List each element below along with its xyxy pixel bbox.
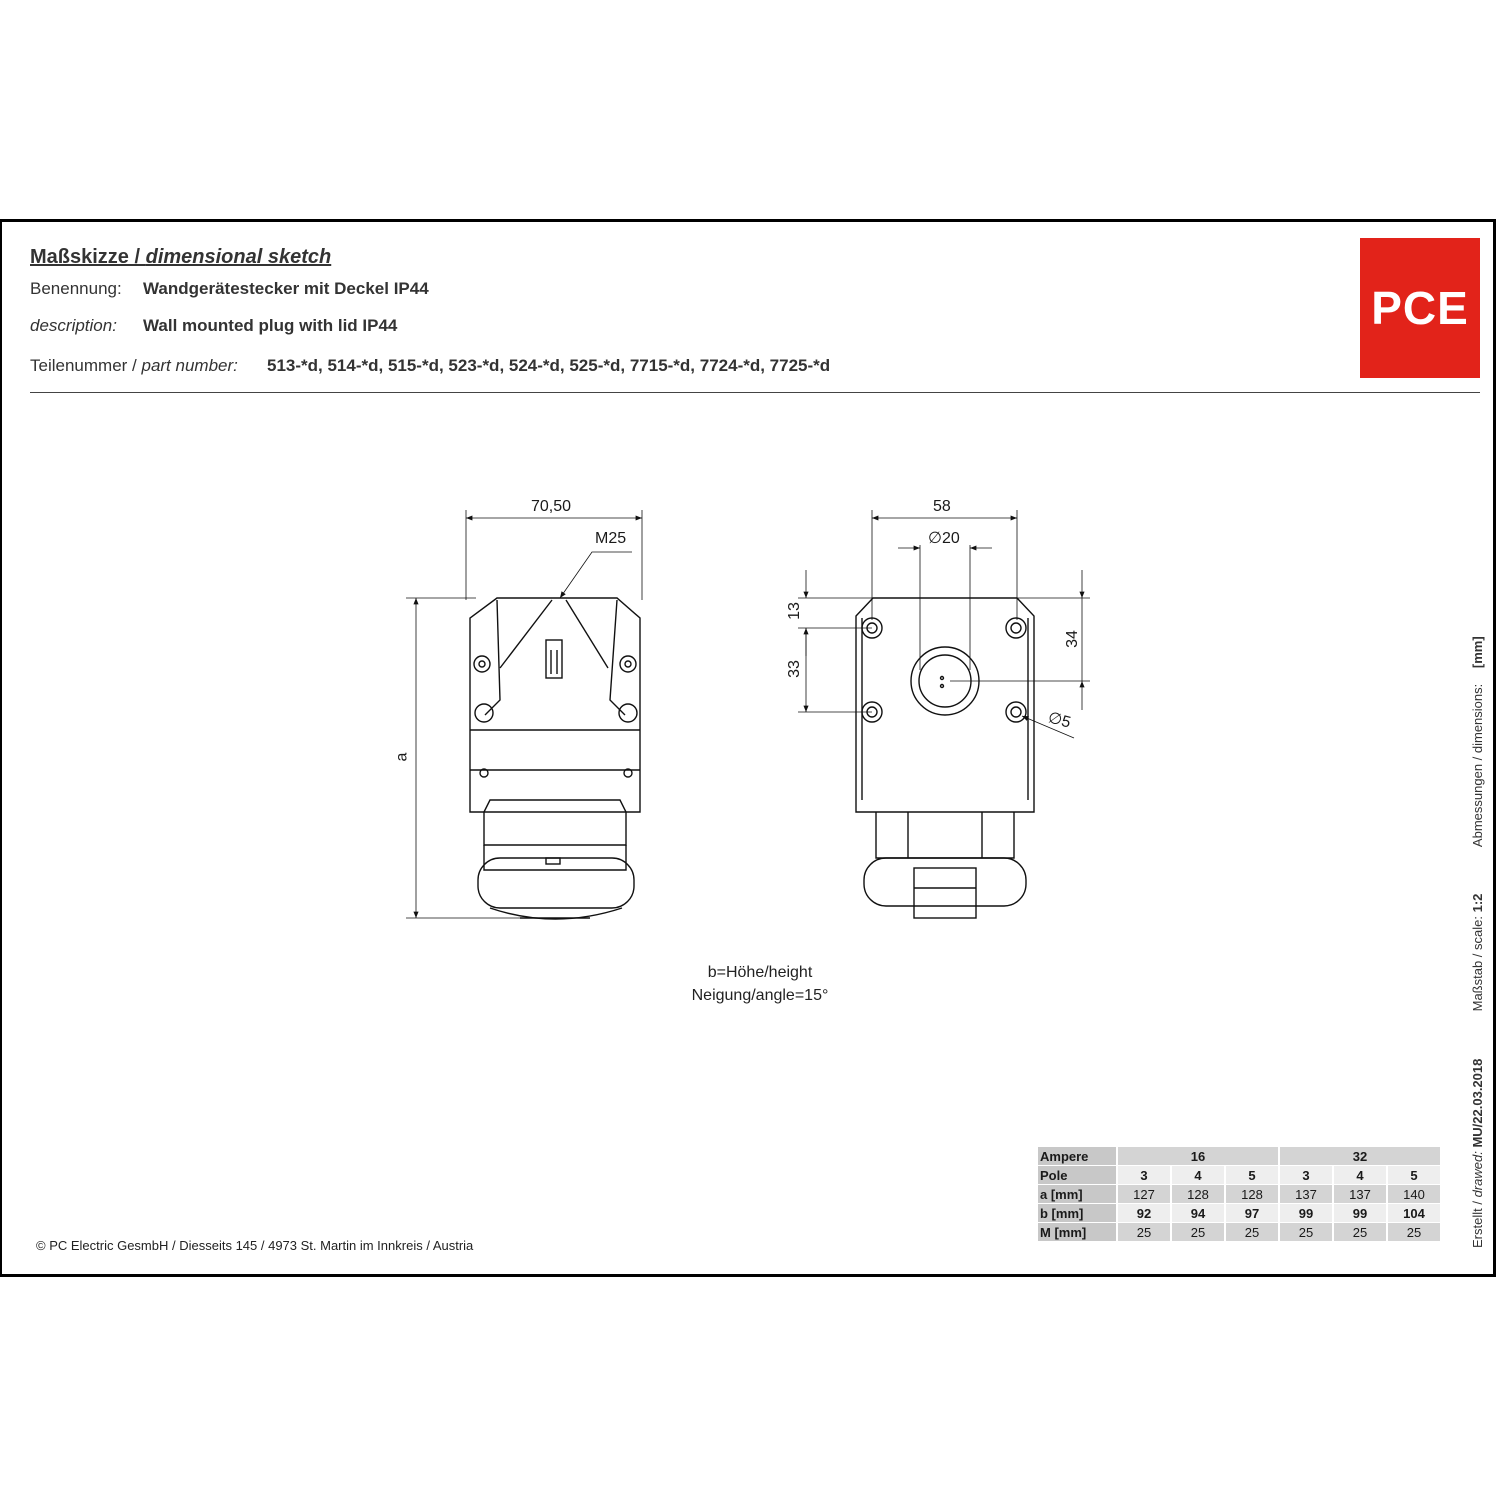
table-row (1038, 1223, 1440, 1241)
page-title (30, 246, 331, 269)
table-cell: 25 (1226, 1223, 1278, 1241)
dim-width-front: 58 (933, 498, 951, 515)
dim-34: 34 (1063, 630, 1081, 648)
part-number-label: Teilenummer / part number: (30, 356, 238, 375)
table-cell: 5 (1388, 1166, 1440, 1184)
a-label: a [mm] (1038, 1185, 1116, 1203)
title-en: dimensional sketch (145, 246, 332, 268)
spec-table (1036, 1146, 1442, 1242)
description-label: description: (30, 316, 117, 335)
dim-width-side: 70,50 (531, 498, 572, 515)
dim-33: 33 (785, 660, 803, 678)
table-cell: 5 (1226, 1166, 1278, 1184)
benennung-label: Benennung: (30, 279, 122, 298)
table-cell: 25 (1334, 1223, 1386, 1241)
table-row (1038, 1147, 1440, 1165)
table-cell: 94 (1172, 1204, 1224, 1222)
table-cell: 99 (1280, 1204, 1332, 1222)
b-label: b [mm] (1038, 1204, 1116, 1222)
table-cell: 25 (1280, 1223, 1332, 1241)
ampere-16: 16 (1118, 1147, 1278, 1165)
part-numbers: 513-*d, 514-*d, 515-*d, 523-*d, 524-*d, 525-*d, 7715-*d, 7724-*d, 7725-*d (267, 356, 831, 375)
table-cell: 128 (1172, 1185, 1224, 1203)
benennung-value: Wandgerätestecker mit Deckel IP44 (143, 279, 429, 298)
table-cell: 99 (1334, 1204, 1386, 1222)
pce-logo: PCE (1360, 238, 1480, 378)
side-info: Erstellt / drawed: MU/22.03.2018 Maßstab / scale: 1:2 Abmessungen / dimensions: [mm] (1470, 636, 1485, 1248)
table-cell: 140 (1388, 1185, 1440, 1203)
ampere-label: Ampere (1038, 1147, 1116, 1165)
table-cell: 4 (1334, 1166, 1386, 1184)
note-angle: Neigung/angle=15° (691, 987, 829, 1004)
table-cell: 137 (1334, 1185, 1386, 1203)
title-de: Maßskizze / (30, 246, 146, 268)
table-cell: 25 (1118, 1223, 1170, 1241)
note-height: b=Höhe/height (707, 964, 813, 981)
table-cell: 3 (1118, 1166, 1170, 1184)
table-cell: 104 (1388, 1204, 1440, 1222)
drawing-sheet (0, 219, 1496, 1277)
table-cell: 128 (1226, 1185, 1278, 1203)
table-cell: 97 (1226, 1204, 1278, 1222)
table-cell: 92 (1118, 1204, 1170, 1222)
table-cell: 4 (1172, 1166, 1224, 1184)
table-row (1038, 1166, 1440, 1184)
copyright-footer: © PC Electric GesmbH / Diesseits 145 / 4973 St. Martin im Innkreis / Austria (36, 1238, 474, 1253)
dim-dia-5: ∅5 (1046, 709, 1073, 732)
pole-label: Pole (1038, 1166, 1116, 1184)
table-row (1038, 1185, 1440, 1203)
table-cell: 25 (1172, 1223, 1224, 1241)
table-cell: 137 (1280, 1185, 1332, 1203)
dim-thread: M25 (595, 530, 627, 547)
table-cell: 127 (1118, 1185, 1170, 1203)
table-cell: 25 (1388, 1223, 1440, 1241)
notes (600, 961, 920, 1007)
m-label: M [mm] (1038, 1223, 1116, 1241)
dim-13: 13 (785, 602, 803, 620)
table-cell: 3 (1280, 1166, 1332, 1184)
table-row (1038, 1204, 1440, 1222)
header-divider (30, 392, 1480, 393)
dim-a: a (393, 752, 411, 762)
dim-dia-20: ∅20 (928, 530, 960, 547)
ampere-32: 32 (1280, 1147, 1440, 1165)
description-value: Wall mounted plug with lid IP44 (143, 316, 398, 335)
